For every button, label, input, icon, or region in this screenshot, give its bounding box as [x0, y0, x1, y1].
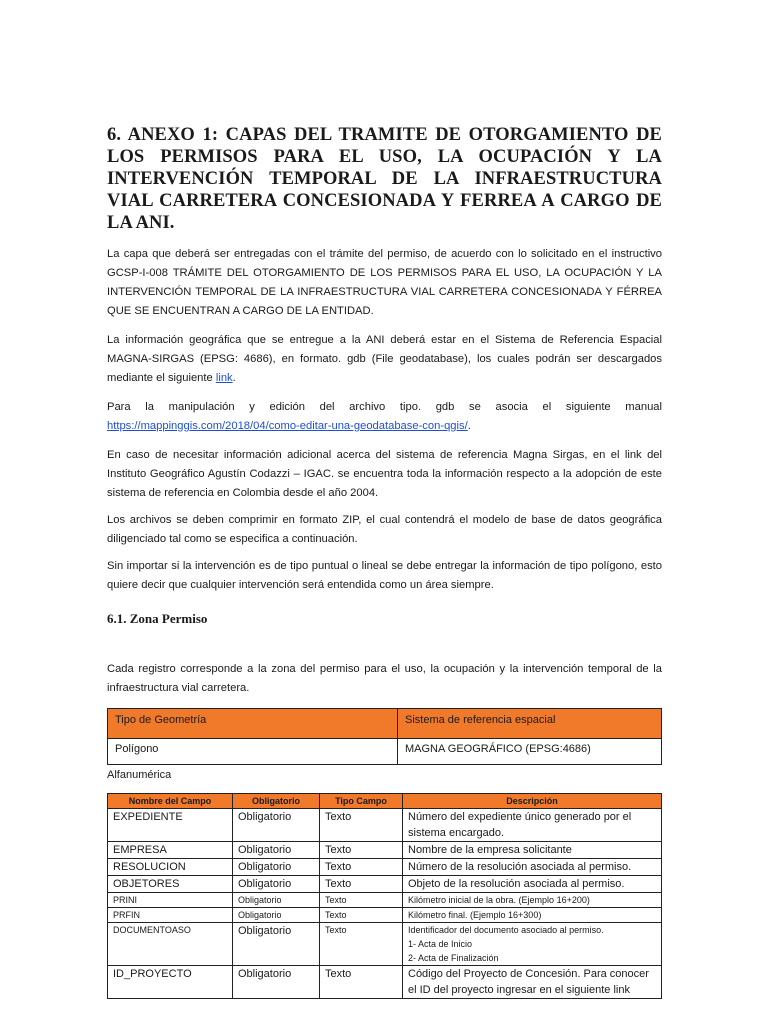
table-cell: DOCUMENTOASO: [108, 923, 233, 966]
paragraph-end: .: [467, 420, 471, 432]
table-cell: Obligatorio: [233, 893, 320, 908]
table-cell: EMPRESA: [108, 842, 233, 859]
table-cell: MAGNA GEOGRÁFICO (EPSG:4686): [398, 739, 662, 765]
section-title: 6.1. Zona Permiso: [107, 611, 208, 626]
table-cell: Obligatorio: [233, 966, 320, 999]
alfanumerica-label: Alfanumérica: [107, 769, 172, 781]
table-header-cell: Descripción: [403, 794, 662, 809]
table-row: [108, 923, 662, 966]
table-cell: Texto: [320, 809, 403, 842]
table-row: [108, 893, 662, 908]
table-cell: Texto: [320, 966, 403, 999]
section-intro: Cada registro corresponde a la zona del permiso para el uso, la ocupación y la intervención temporal de la infraestructura vial carretera.: [107, 663, 662, 694]
table-cell: Objeto de la resolución asociada al permiso.: [403, 876, 662, 893]
desc-line: 1- Acta de Inicio: [408, 939, 473, 949]
fields-table: [107, 793, 662, 999]
table-cell: Obligatorio: [233, 908, 320, 923]
table-row: [108, 876, 662, 893]
geometry-table: [107, 708, 662, 765]
table-cell: PRFIN: [108, 908, 233, 923]
table-cell: Texto: [320, 842, 403, 859]
annex-heading: 6. ANEXO 1: CAPAS DEL TRAMITE DE OTORGAMIENTO DE LOS PERMISOS PARA EL USO, LA OCUPACIÓN Y LA INTERVENCIÓN TEMPORAL DE LA INFRAESTRUCTURA VIAL CARRETERA CONCESIONADA Y FERREA A CARGO DE LA ANI.: [107, 125, 662, 233]
table-cell: ID_PROYECTO: [108, 966, 233, 999]
table-cell: Obligatorio: [233, 923, 320, 966]
table-cell: Nombre de la empresa solicitante: [403, 842, 662, 859]
table-cell: Número del expediente único generado por el sistema encargado.: [403, 809, 662, 842]
paragraph-poligono: Sin importar si la intervención es de tipo puntual o lineal se debe entregar la información de tipo polígono, esto quiere decir que cualquier intervención será entendida como un área siempre.: [107, 560, 662, 591]
table-cell: RESOLUCION: [108, 859, 233, 876]
table-row: [108, 809, 662, 842]
table-row: [108, 859, 662, 876]
table-cell: Número de la resolución asociada al permiso.: [403, 859, 662, 876]
table-cell: Obligatorio: [233, 876, 320, 893]
manual-link[interactable]: https://mappinggis.com/2018/04/como-editar-una-geodatabase-con-qgis/: [107, 420, 468, 432]
table-header-cell: Tipo Campo: [320, 794, 403, 809]
table-row: [108, 842, 662, 859]
table-cell: OBJETORES: [108, 876, 233, 893]
paragraph-zip: Los archivos se deben comprimir en formato ZIP, el cual contendrá el modelo de base de datos geográfica diligenciado tal como se especifica a continuación.: [107, 514, 662, 545]
table-cell: EXPEDIENTE: [108, 809, 233, 842]
table-cell: Texto: [320, 859, 403, 876]
table-cell: Texto: [320, 923, 403, 966]
table-cell: PRINI: [108, 893, 233, 908]
table-cell: Obligatorio: [233, 842, 320, 859]
table-cell: Texto: [320, 876, 403, 893]
descarga-link[interactable]: link: [215, 372, 233, 384]
table-row: [108, 966, 662, 999]
table-cell: Kilómetro final. (Ejemplo 16+300): [403, 908, 662, 923]
table-header-cell: Nombre del Campo: [108, 794, 233, 809]
table-header-cell: Sistema de referencia espacial: [398, 709, 662, 739]
table-cell: Polígono: [108, 739, 398, 765]
paragraph-text: Para la manipulación y edición del archivo tipo. gdb se asocia el siguiente manual: [107, 401, 662, 413]
paragraph-end: .: [232, 372, 236, 384]
table-cell: Obligatorio: [233, 809, 320, 842]
table-row: [108, 908, 662, 923]
table-cell: Código del Proyecto de Concesión. Para conocer el ID del proyecto ingresar en el siguiente link: [403, 966, 662, 999]
table-header-row: [108, 794, 662, 809]
table-header-row: [108, 709, 662, 739]
document-page: [107, 124, 662, 999]
paragraph-text: La información geográfica que se entregue a la ANI deberá estar en el Sistema de Referencia Espacial MAGNA-SIRGAS (EPSG: 4686), en formato. gdb (File geodatabase), los cuales podrán ser descargados mediante el siguiente: [107, 334, 662, 384]
table-cell: Texto: [320, 908, 403, 923]
table-header-cell: Tipo de Geometría: [108, 709, 398, 739]
table-row: [108, 739, 662, 765]
desc-line: Identificador del documento asociado al permiso.: [408, 925, 604, 935]
paragraph-manual: [107, 398, 662, 436]
table-cell: [403, 923, 662, 966]
paragraph-informacion-geografica: [107, 331, 662, 388]
table-cell: Obligatorio: [233, 859, 320, 876]
desc-line: 2- Acta de Finalización: [408, 953, 499, 963]
table-cell: Texto: [320, 893, 403, 908]
table-cell: Kilómetro inicial de la obra. (Ejemplo 16+200): [403, 893, 662, 908]
table-header-cell: Obligatorio: [233, 794, 320, 809]
paragraph-magna-sirgas: En caso de necesitar información adicional acerca del sistema de referencia Magna Sirgas, en el link del Instituto Geográfico Agustín Codazzi – IGAC. se encuentra toda la información respecto a la adopción de este sistema de referencia en Colombia desde el año 2004.: [107, 449, 662, 499]
paragraph-capa: La capa que deberá ser entregadas con el trámite del permiso, de acuerdo con lo solicitado en el instructivo GCSP-I-008 TRÁMITE DEL OTORGAMIENTO DE LOS PERMISOS PARA EL USO, LA OCUPACIÓN Y LA INTERVENCIÓN TEMPORAL DE LA INFRAESTRUCTURA VIAL CARRETERA CONCESIONADA Y FÉRREA QUE SE ENCUENTRAN A CARGO DE LA ENTIDAD.: [107, 248, 662, 317]
